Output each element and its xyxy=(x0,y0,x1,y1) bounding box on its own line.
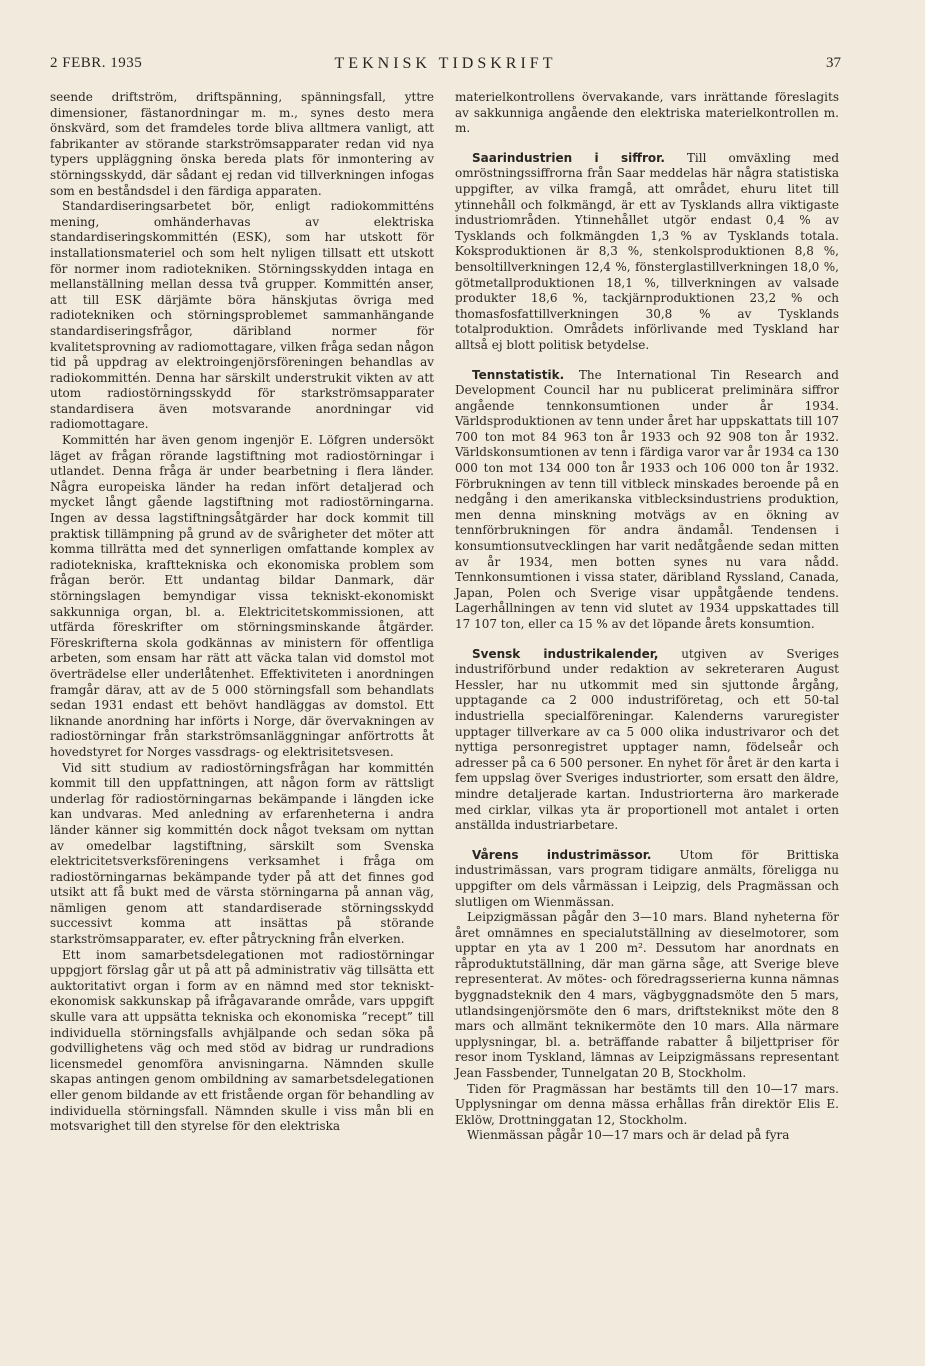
section-industrimassor xyxy=(455,848,839,910)
left-column xyxy=(50,90,434,1135)
section-heading: Tennstatistik. xyxy=(472,367,565,382)
paragraph: Standardiseringsarbetet bör, enligt radiokommitténs mening, omhänderhavas av elektriska standardiseringskommittén (ESK), som har utskott för installationsmateriel och som helt nyligen tillsatt ett utskott för normer inom radiotekniken. Störningsskydden intaga en mellanställning mellan dessa två grupper. Kommittén anser, att till ESK därjämte böra hänskjutas övriga med radiotekniken och störningsproblemet sammanhängande standardiseringsfrågor, däribland normer för kvalitetsprovning av radiomottagare, vilken fråga sedan någon tid på uppdrag av elektroingenjörsföreningen behandlas av radiokommittén. Denna har särskilt understrukit vikten av att utom radiostörningsskydd för starkströmsapparater standardisera även motsvarande anordningar vid radiomottagare. xyxy=(50,199,434,432)
paragraph: Ett inom samarbetsdelegationen mot radiostörningar uppgjort förslag går ut på att på administrativ väg tillsätta ett auktoritativt organ i form av en nämnd med stor tekniskt-ekonomisk sakkunskap på ifrågavarande område, vars uppgift skulle vara att uppsätta tekniska och ekonomiska ”recept” till individuella störningsfalls avhjälpande och sedan söka på godvillighetens väg och med stöd av bidrag ur rundradions licensmedel genomföra anvisningarna. Nämnden skulle skapas antingen genom ombildning av samarbetsdelegationen eller genom bildande av ett fristående organ för behandling av individuella störningsfall. Nämnden skulle i viss mån bli en motsvarighet till den styrelse för den elektriska xyxy=(50,947,434,1134)
page-header xyxy=(50,55,841,79)
header-page-number: 37 xyxy=(826,55,841,71)
paragraph: Wienmässan pågår 10—17 mars och är delad på fyra xyxy=(467,1128,790,1143)
section-body: Till omväxling med omröstningssiffrorna från Saar meddelas här några statistiska uppgifter, av vilka framgå, att området, ehuru litet till ytinnehåll och folkmängd, är ett av Tysklands allra viktigaste industriområden. Ytinnehållet utgör endast 0,4 % av Tysklands och folkmängden 1,3 % av Tysklands totala. Koksproduktionen är 8,3 %, stenkolsproduktionen 8,8 %, bensoltillverkningen 12,4 %, fönsterglastillverkningen 18,0 %, götmetallproduktionen 18,1 %, tillverkningen av valsade produkter 18,6 %, tackjärnproduktionen 23,2 % och thomasfosfattillverkningen 30,8 % av Tysklands totalproduktion. Områdets införlivande med Tyskland har alltså ej blott politisk betydelse. xyxy=(455,150,840,352)
section-body: Utom för Brittiska industrimässan, vars program tidigare anmälts, föreligga nu uppgifter om dels vårmässan i Leipzig, dels Pragmässan och slutligen om Wienmässan. xyxy=(455,847,839,909)
paragraph: Tiden för Pragmässan har bestämts till den 10—17 mars. Upplysningar om denna mässa erhållas från direktör Elis E. Eklöw, Drottninggatan 12, Stockholm. xyxy=(455,1081,839,1127)
header-journal-title: TEKNISK TIDSKRIFT xyxy=(334,55,557,72)
paragraph: Leipzigmässan pågår den 3—10 mars. Bland nyheterna för året omnämnes en specialutställning av dieselmotorer, som upptar en yta av 1 200 m². Dessutom har anordnats en råproduktutställning, där man gärna såge, att Sverige bleve representerat. Av mötes- och föredragsserierna kunna nämnas byggnadsteknik den 4 mars, vägbyggnadsmöte den 5 mars, utlandsingenjörsmöte den 6 mars, driftsteknikst möte den 8 mars och allmänt teknikermöte den 10 mars. Alla närmare upplysningar, bl. a. beträffande rabatter å biljettpriser för resor inom Tyskland, lämnas av Leipzigmässans representant Jean Fassbender, Tunnelgatan 20 B, Stockholm. xyxy=(455,910,839,1081)
paragraph: materielkontrollens övervakande, vars inrättande föreslagits av sakkunniga angående den elektriska materielkontrollen m. m. xyxy=(455,90,839,136)
section-saarindustrien xyxy=(455,151,839,354)
section-heading: Svensk industrikalender, xyxy=(472,646,659,661)
right-column xyxy=(455,90,839,1144)
paragraph: Kommittén har även genom ingenjör E. Löfgren undersökt läget av frågan rörande lagstiftning mot radiostörningar i utlandet. Denna fråga är under bearbetning i flera länder. Några europeiska länder ha redan infört detaljerad och mycket långt gående lagstiftning mot radiostörningarna. Ingen av dessa lagstiftningsåtgärder har dock kommit till praktisk tillämpning på grund av de svårigheter det möter att komma tillrätta med det synnerligen omfattande komplex av radiotekniska, krafttekniska och ekonomiska problem som frågan berör. Ett undantag bildar Danmark, där störningslagen bemyndigar vissa tekniskt-ekonomiskt sakkunniga organ, bl. a. Elektricitetskommissionen, att utfärda föreskrifter om störningsminskande åtgärder. Föreskrifterna skola godkännas av ministern för offentliga arbeten, som ensam har rätt att väcka talan vid domstol mot överträdelse eller underlåtenhet. Effektiviteten i anordningen framgår därav, att av de 5 000 störningsfall som behandlats sedan 1931 endast ett behövt handläggas av domstol. Ett liknande anordning har införts i Norge, där övervakningen av radiostörningar från starkströmsanläggningar anförtrotts åt hovedstyret for Norges vassdrags- og elektrisitetsvesen. xyxy=(50,433,434,759)
section-heading: Saarindustrien i siffror. xyxy=(472,150,665,165)
section-heading: Vårens industrimässor. xyxy=(472,847,652,862)
section-body: The International Tin Research and Development Council har nu publicerat preliminära siffror angående tennkonsumtionen under år 1934. Världsproduktionen av tenn under året har uppskattats till 107 700 ton mot 84 963 ton år 1933 och 92 908 ton år 1932. Världskonsumtionen av tenn i färdiga varor var år 1934 ca 130 000 ton mot 134 000 ton år 1933 och 106 000 ton år 1932. Förbrukningen av tenn till vitbleck minskades beroende på en nedgång i den amerikanska vitblecksindustriens produktion, men denna minskning motvägs av en ökning av tennförbrukningen för andra ändamål. Tendensen i konsumtionsutvecklingen har varit nedåtgående sedan mitten av år 1934, men botten synes nu vara nådd. Tennkonsumtionen i vissa stater, däribland Ryssland, Canada, Japan, Polen och Sverige visar uppåtgående tendens. Lagerhållningen av tenn vid slutet av 1934 uppskattades till 17 107 ton, eller ca 15 % av det löpande årets konsumtion. xyxy=(455,367,839,631)
section-industrikalender xyxy=(455,647,839,834)
paragraph: seende driftström, driftspänning, spänningsfall, yttre dimensioner, fästanordningar m. m., synes desto mera önskvärd, som det framdeles torde bliva alltmera vanligt, att fabrikanter av störande starkströmsapparater redan vid nya typers uppläggning önska bereda plats för inmontering av störningsskydd, där sådant ej redan vid tillverkningen infogas som en beståndsdel i den färdiga apparaten. xyxy=(50,90,434,198)
section-tennstatistik xyxy=(455,368,839,633)
header-date: 2 FEBR. 1935 xyxy=(50,55,143,71)
section-body: utgiven av Sveriges industriförbund under redaktion av sekreteraren August Hessler, har nu utkommit med sin sjuttonde årgång, upptagande ca 2 000 industriföretag, och ett 50-tal industriella specialföreningar. Kalenderns varuregister upptager tillverkare av ca 5 000 olika industrivaror och det nyttiga personregistret upptager namn, födelseår och adresser på ca 6 500 personer. En nyhet för året är den karta i fem uppslag över Sveriges industriorter, som ersatt den äldre, mindre detaljerade kartan. Industriorterna äro markerade med cirklar, vilkas yta är proportionell mot antalet i orten anställda industriarbetare. xyxy=(455,646,839,833)
paragraph: Vid sitt studium av radiostörningsfrågan har kommittén kommit till den uppfattningen, att någon form av rättsligt underlag för radiostörningarnas bekämpande i längden icke kan undvaras. Med anledning av erfarenheterna i andra länder känner sig kommittén dock något tveksam om nyttan av omedelbar lagstiftning, särskilt som Svenska elektricitetsverksföreningens verksamhet i fråga om radiostörningarnas bekämpande tyder på att det finnes god utsikt att få bukt med de värsta störningarna på annan väg, nämligen genom att standardiserade störningsskydd successivt komma att insättas på störande starkströmsapparater, ev. efter påtryckning från elverken. xyxy=(50,760,434,947)
